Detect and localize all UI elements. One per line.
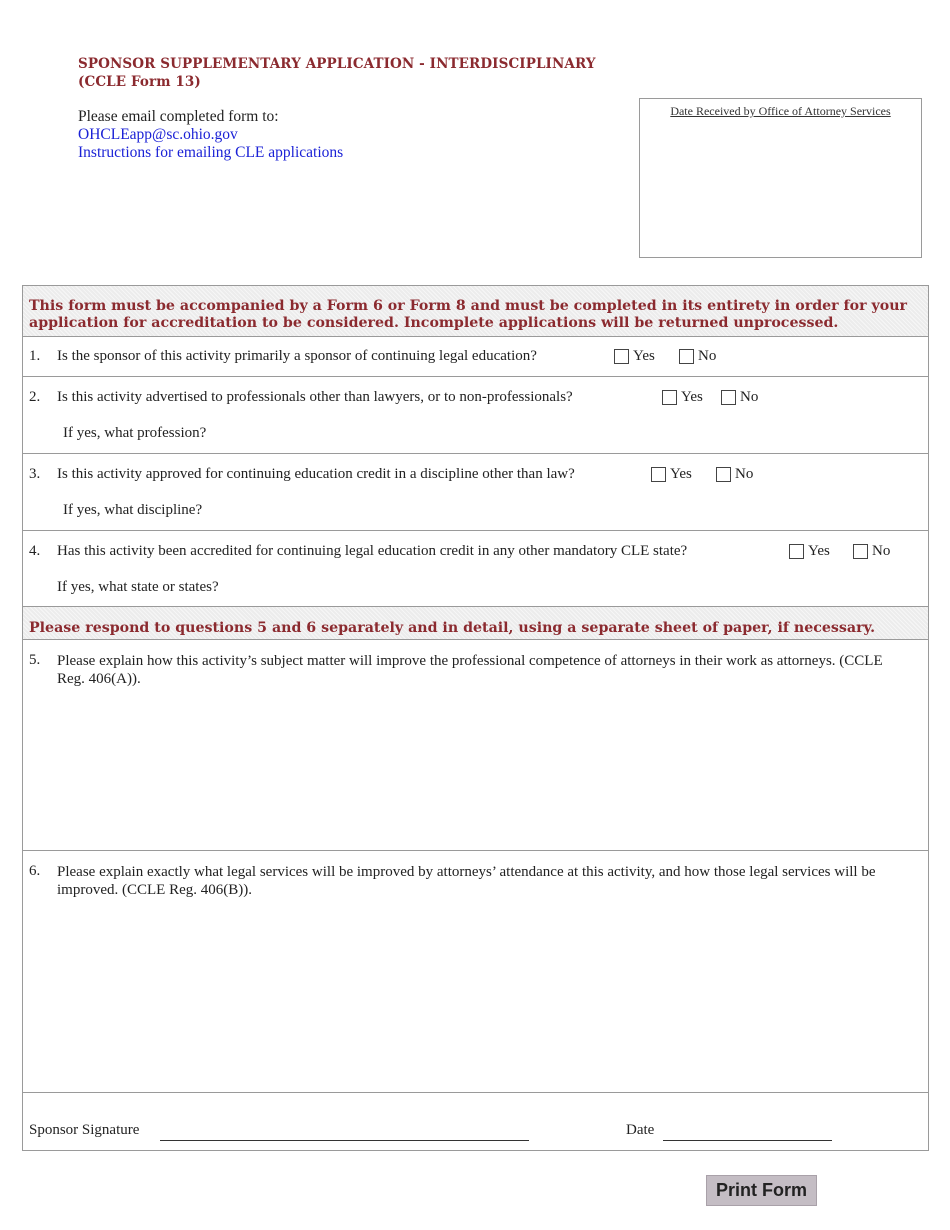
question-6[interactable] xyxy=(23,851,928,1093)
date-received-label: Date Received by Office of Attorney Services xyxy=(670,104,891,118)
q2-no-option[interactable] xyxy=(721,389,758,406)
title-line-1: SPONSOR SUPPLEMENTARY APPLICATION - INTERDISCIPLINARY xyxy=(78,56,596,72)
q3-no-checkbox[interactable] xyxy=(716,467,731,482)
question-3 xyxy=(23,454,928,531)
yes-label: Yes xyxy=(633,348,655,364)
date-field[interactable] xyxy=(663,1140,832,1141)
q3-no-option[interactable] xyxy=(716,466,753,483)
sponsor-signature-field[interactable] xyxy=(160,1140,529,1141)
question-4 xyxy=(23,531,928,607)
no-label: No xyxy=(735,466,754,482)
q1-no-option[interactable] xyxy=(679,348,716,365)
q4-no-option[interactable] xyxy=(853,543,890,560)
sponsor-signature-label: Sponsor Signature xyxy=(29,1122,140,1138)
question-number: 2. xyxy=(29,389,41,405)
question-number: 5. xyxy=(29,652,41,668)
q2-followup: If yes, what profession? xyxy=(63,425,207,441)
question-text: Please explain exactly what legal services will be improved by attorneys’ attendance at this activity, and how those legal services will be improved. (CCLE Reg. 406(B)). xyxy=(57,864,876,898)
application-form xyxy=(22,285,929,1151)
email-intro: Please email completed form to: xyxy=(78,108,279,125)
question-number: 6. xyxy=(29,863,41,879)
q4-followup: If yes, what state or states? xyxy=(57,579,219,595)
question-number: 1. xyxy=(29,348,41,364)
page-title xyxy=(78,55,638,91)
question-text: Is the sponsor of this activity primarily a sponsor of continuing legal education? xyxy=(57,348,537,364)
question-2 xyxy=(23,377,928,454)
signature-row xyxy=(23,1093,928,1150)
no-label: No xyxy=(740,389,759,405)
q2-yes-checkbox[interactable] xyxy=(662,390,677,405)
q4-no-checkbox[interactable] xyxy=(853,544,868,559)
q3-yes-checkbox[interactable] xyxy=(651,467,666,482)
q4-yes-option[interactable] xyxy=(789,543,830,560)
q3-yes-option[interactable] xyxy=(651,466,692,483)
q2-yes-option[interactable] xyxy=(662,389,703,406)
yes-label: Yes xyxy=(808,543,830,559)
yes-label: Yes xyxy=(681,389,703,405)
notice-line-1: This form must be accompanied by a Form 6 or Form 8 and must be completed in its entirety in order for your xyxy=(29,298,908,314)
email-link[interactable]: OHCLEapp@sc.ohio.gov xyxy=(78,126,238,143)
requirement-notice xyxy=(23,286,928,337)
question-number: 3. xyxy=(29,466,41,482)
q2-no-checkbox[interactable] xyxy=(721,390,736,405)
q3-followup: If yes, what discipline? xyxy=(63,502,203,518)
q1-yes-option[interactable] xyxy=(614,348,655,365)
q1-yes-checkbox[interactable] xyxy=(614,349,629,364)
question-text: Is this activity advertised to professionals other than lawyers, or to non-professionals? xyxy=(57,389,573,405)
notice-line-2: application for accreditation to be considered. Incomplete applications will be returned unprocessed. xyxy=(29,315,839,331)
date-label: Date xyxy=(626,1122,655,1138)
q1-no-checkbox[interactable] xyxy=(679,349,694,364)
question-5[interactable] xyxy=(23,640,928,851)
question-1 xyxy=(23,337,928,377)
question-number: 4. xyxy=(29,543,41,559)
respond-note: Please respond to questions 5 and 6 separately and in detail, using a separate sheet of paper, if necessary. xyxy=(23,607,928,640)
question-text: Please explain how this activity’s subject matter will improve the professional competence of attorneys in their work as attorneys. (CCLE Reg. 406(A)). xyxy=(57,653,883,687)
question-text: Has this activity been accredited for continuing legal education credit in any other mandatory CLE state? xyxy=(57,543,688,559)
no-label: No xyxy=(698,348,717,364)
title-line-2: (CCLE Form 13) xyxy=(78,74,201,90)
question-text: Is this activity approved for continuing education credit in a discipline other than law? xyxy=(57,466,575,482)
q4-yes-checkbox[interactable] xyxy=(789,544,804,559)
date-received-box xyxy=(639,98,922,258)
no-label: No xyxy=(872,543,891,559)
yes-label: Yes xyxy=(670,466,692,482)
email-instructions xyxy=(78,108,343,162)
print-form-button[interactable]: Print Form xyxy=(706,1175,817,1206)
instructions-link[interactable]: Instructions for emailing CLE applications xyxy=(78,144,344,161)
